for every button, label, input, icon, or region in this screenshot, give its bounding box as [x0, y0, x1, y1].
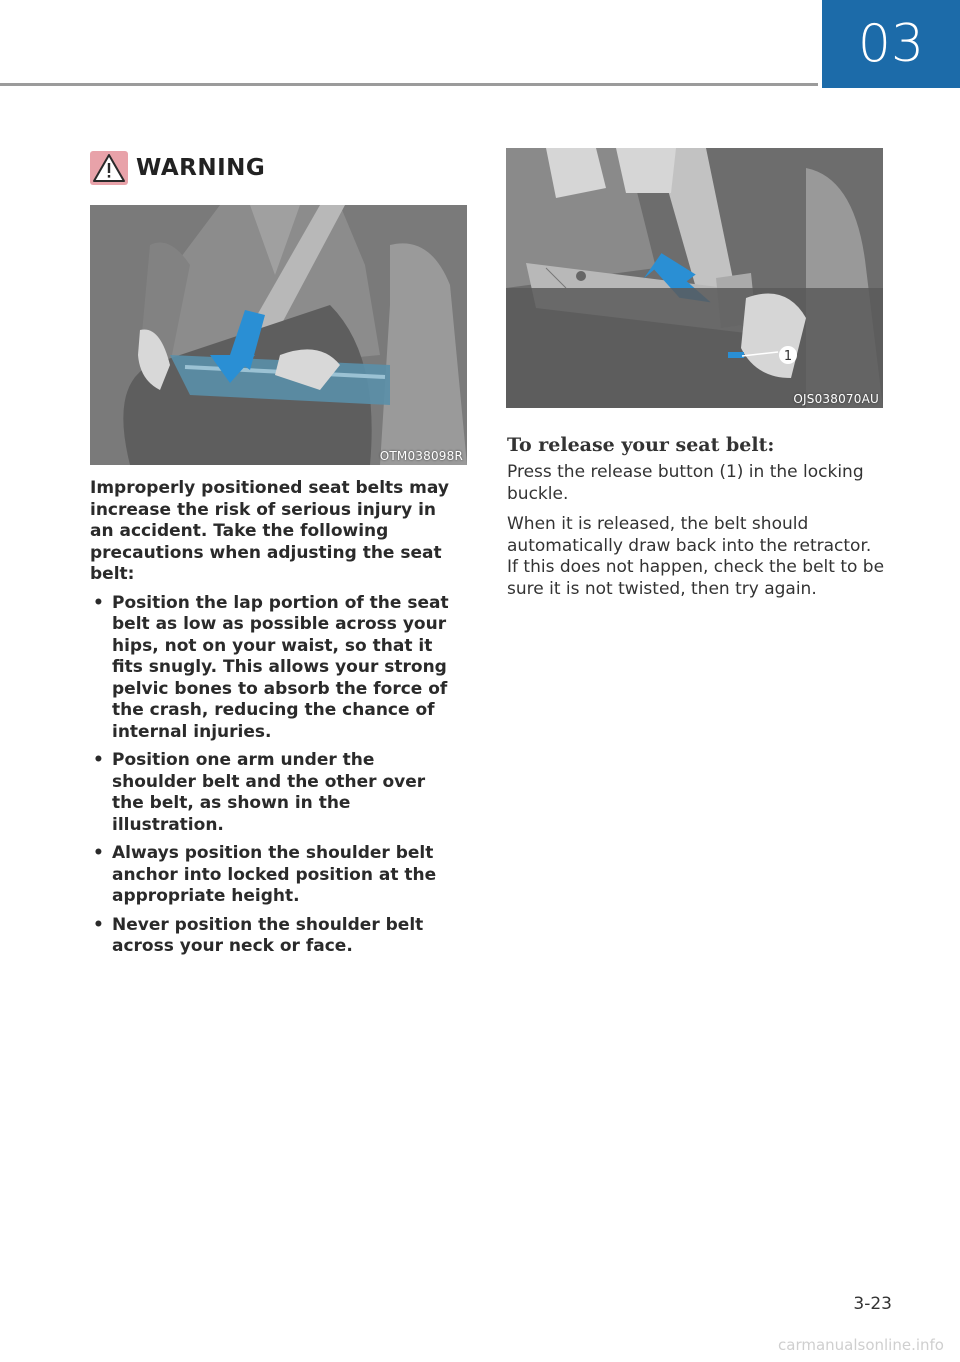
warning-bullet: • Never position the shoulder belt across your neck or face. — [93, 914, 424, 956]
warning-bullet: • Position one arm under the shoulder belt and the other over the belt, as shown in the illustration. — [93, 750, 426, 835]
page-number: 3-23 — [853, 1294, 892, 1314]
warning-heading — [90, 148, 265, 188]
bullet-icon: • — [93, 592, 104, 613]
warning-bullet: • Position the lap portion of the seat belt as low as possible across your hips, not on your waist, so that it fits snugly. This allows your strong pelvic bones to absorb the force of the crash, reducing the chance of internal injuries. — [93, 592, 449, 742]
figure-code: OTM038098R — [379, 449, 463, 463]
release-paragraph: Press the release button (1) in the locking buckle. — [507, 462, 864, 504]
seat-belt-position-illustration — [90, 205, 467, 465]
bullet-icon: • — [93, 914, 104, 935]
warning-body — [90, 478, 462, 965]
warning-bullet: • Always position the shoulder belt anchor into locked position at the appropriate height. — [93, 843, 437, 906]
section-title: To release your seat belt: — [507, 434, 775, 456]
seat-belt-release-illustration — [506, 148, 883, 408]
header-rule — [0, 83, 818, 86]
release-body — [507, 462, 887, 609]
release-paragraph: When it is released, the belt should automatically draw back into the retractor. If this does not happen, check the belt to be sure it is not twisted, then try again. — [507, 514, 885, 599]
warning-bullet-list — [90, 593, 462, 958]
watermark: carmanualsonline.info — [778, 1336, 944, 1354]
warning-intro: Improperly positioned seat belts may increase the risk of serious injury in an accident. Take the following precautions when adjusting the seat belt: — [90, 478, 449, 584]
chapter-tab: 03 — [822, 0, 960, 88]
warning-triangle-icon — [90, 151, 128, 185]
figure-code: OJS038070AU — [793, 392, 879, 406]
callout-number: 1 — [783, 349, 793, 364]
bullet-icon: • — [93, 843, 104, 863]
bullet-icon: • — [93, 750, 104, 770]
warning-title: WARNING — [136, 155, 266, 181]
